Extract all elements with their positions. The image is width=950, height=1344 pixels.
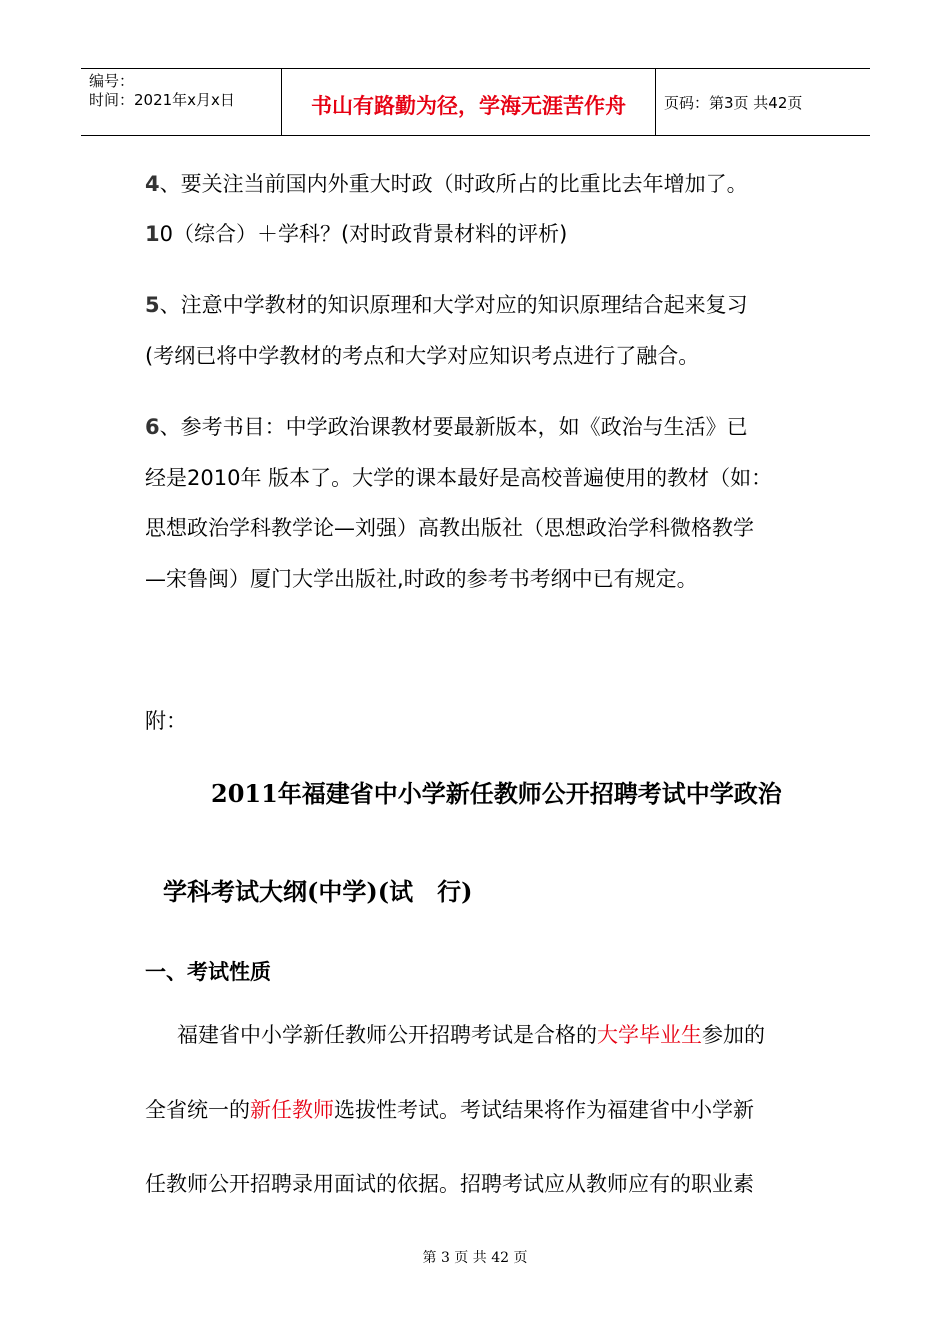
item-5-line-2 <box>145 343 699 369</box>
header-motto: 书山有路勤为径，学海无涯苦作舟 <box>311 93 626 118</box>
item-text: 、要关注当前国内外重大时政（时政所占的比重比去年增加了。 <box>159 172 748 196</box>
item-number: 6 <box>145 415 160 439</box>
paragraph-text: 福建省中小学新任教师公开招聘考试是合格的 <box>177 1023 597 1047</box>
item-text: (考纲已将中学教材的考点和大学对应知识考点进行了融合。 <box>145 344 700 368</box>
section-paragraph-line-3: 任教师公开招聘录用面试的依据。招聘考试应从教师应有的职业素 <box>145 1172 754 1196</box>
paragraph-text: 参加的 <box>702 1023 765 1047</box>
appendix-label: 附： <box>145 709 187 733</box>
doc-title-line-2: 学科考试大纲(中学)(试 行) <box>163 877 473 906</box>
section-paragraph-line-2 <box>145 1097 754 1123</box>
doc-title-line-1: 2011年福建省中小学新任教师公开招聘考试中学政治 <box>211 779 782 808</box>
item-number: 1 <box>145 222 160 246</box>
header-bottom-rule <box>81 135 870 136</box>
header-top-rule <box>81 68 870 69</box>
header-page-info: 页码：第3页 共42页 <box>664 94 803 112</box>
item-number: 5 <box>145 293 160 317</box>
paragraph-text: 全省统一的 <box>145 1098 250 1122</box>
item-text: 0（综合）＋学科？(对时政背景材料的评析) <box>159 222 568 246</box>
paragraph-text: 选拔性考试。考试结果将作为福建省中小学新 <box>334 1098 754 1122</box>
item-6-line-4 <box>145 566 698 592</box>
section-heading: 一、考试性质 <box>145 959 271 984</box>
item-text: 、参考书目：中学政治课教材要最新版本，如《政治与生活》已 <box>159 415 748 439</box>
item-number: 4 <box>145 172 160 196</box>
item-4-line-2 <box>145 221 567 247</box>
header-date: 时间：2021年x月x日 <box>89 91 235 109</box>
item-text: 思想政治学科教学论—刘强）高教出版社（思想政治学科微格教学 <box>145 516 754 540</box>
item-4-line-1 <box>145 171 748 197</box>
item-6-line-3 <box>145 515 754 541</box>
item-text: —宋鲁闽）厦门大学出版社,时政的参考书考纲中已有规定。 <box>145 567 698 591</box>
item-6-line-2 <box>145 465 772 491</box>
highlight-text: 新任教师 <box>250 1098 334 1122</box>
section-paragraph-line-1 <box>177 1022 765 1048</box>
item-6-line-1 <box>145 414 748 440</box>
item-text: 、注意中学教材的知识原理和大学对应的知识原理结合起来复习 <box>159 293 748 317</box>
highlight-text: 大学毕业生 <box>597 1023 702 1047</box>
header-number-label: 编号： <box>89 72 135 90</box>
page-footer: 第 3 页 共 42 页 <box>422 1250 528 1266</box>
item-text: 经是2010年 版本了。大学的课本最好是高校普遍使用的教材（如： <box>145 466 773 490</box>
header-divider-right <box>655 68 656 136</box>
item-5-line-1 <box>145 292 748 318</box>
